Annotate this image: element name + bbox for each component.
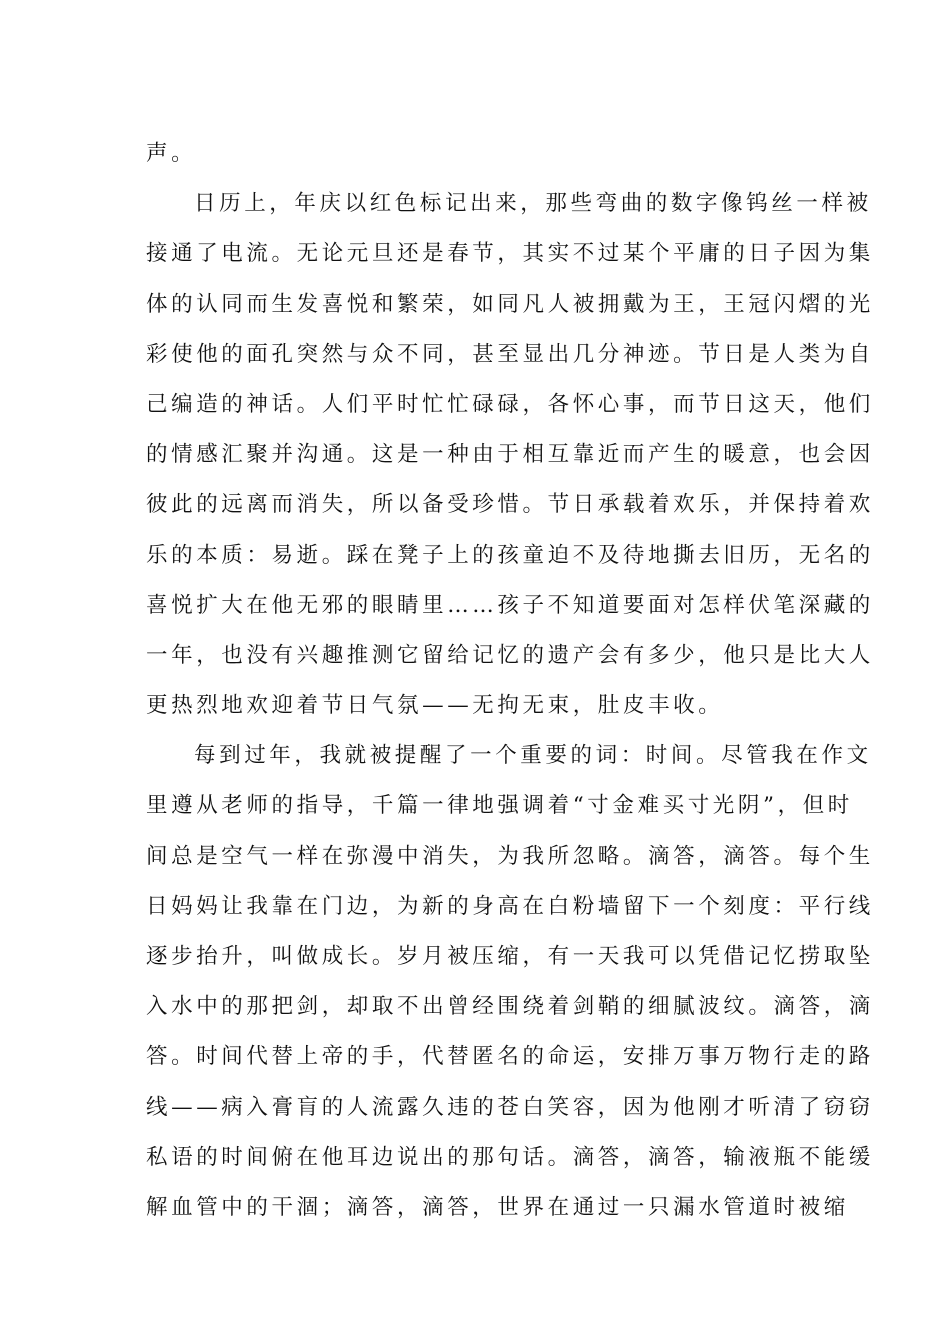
paragraph-last-line: 更热烈地欢迎着节日气氛——无拘无束，肚皮丰收。 xyxy=(146,693,724,719)
text-line: 彼此的远离而消失，所以备受珍惜。节日承载着欢乐，并保持着欢 xyxy=(146,492,874,518)
text-line: 答。时间代替上帝的手，代替匿名的命运，安排万事万物行走的路 xyxy=(146,1044,874,1070)
paragraph-first-line: 每到过年，我就被提醒了一个重要的词：时间。尽管我在作文 xyxy=(194,743,872,769)
text-line: 里遵从老师的指导，千篇一律地强调着“寸金难买寸光阴”，但时 xyxy=(146,793,853,819)
text-line: 体的认同而生发喜悦和繁荣，如同凡人被拥戴为王，王冠闪熠的光 xyxy=(146,291,874,317)
text-line: 乐的本质：易逝。踩在凳子上的孩童迫不及待地撕去旧历，无名的 xyxy=(146,542,874,568)
text-line: 日妈妈让我靠在门边，为新的身高在白粉墙留下一个刻度：平行线 xyxy=(146,893,874,919)
text-line: 接通了电流。无论元旦还是春节，其实不过某个平庸的日子因为集 xyxy=(146,241,874,267)
text-line: 解血管中的干涸；滴答，滴答，世界在通过一只漏水管道时被缩 xyxy=(146,1194,849,1220)
text-line: 己编造的神话。人们平时忙忙碌碌，各怀心事，而节日这天，他们 xyxy=(146,391,874,417)
paragraph-first-line: 日历上，年庆以红色标记出来，那些弯曲的数字像钨丝一样被 xyxy=(194,191,872,217)
text-line: 线——病入膏肓的人流露久违的苍白笑容，因为他刚才听清了窃窃 xyxy=(146,1094,874,1120)
text-line: 彩使他的面孔突然与众不同，甚至显出几分神迹。节日是人类为自 xyxy=(146,341,874,367)
document-body xyxy=(146,129,874,1233)
text-line: 入水中的那把剑，却取不出曾经围绕着剑鞘的细腻波纹。滴答，滴 xyxy=(146,994,874,1020)
text-line: 一年，也没有兴趣推测它留给记忆的遗产会有多少，他只是比大人 xyxy=(146,642,874,668)
text-line: 逐步抬升，叫做成长。岁月被压缩，有一天我可以凭借记忆捞取坠 xyxy=(146,944,874,969)
text-line: 间总是空气一样在弥漫中消失，为我所忽略。滴答，滴答。每个生 xyxy=(146,843,874,869)
text-line: 声。 xyxy=(146,141,197,166)
text-line: 喜悦扩大在他无邪的眼睛里……孩子不知道要面对怎样伏笔深藏的 xyxy=(146,592,874,618)
text-line: 私语的时间俯在他耳边说出的那句话。滴答，滴答，输液瓶不能缓 xyxy=(146,1144,874,1170)
text-line: 的情感汇聚并沟通。这是一种由于相互靠近而产生的暖意，也会因 xyxy=(146,442,874,468)
